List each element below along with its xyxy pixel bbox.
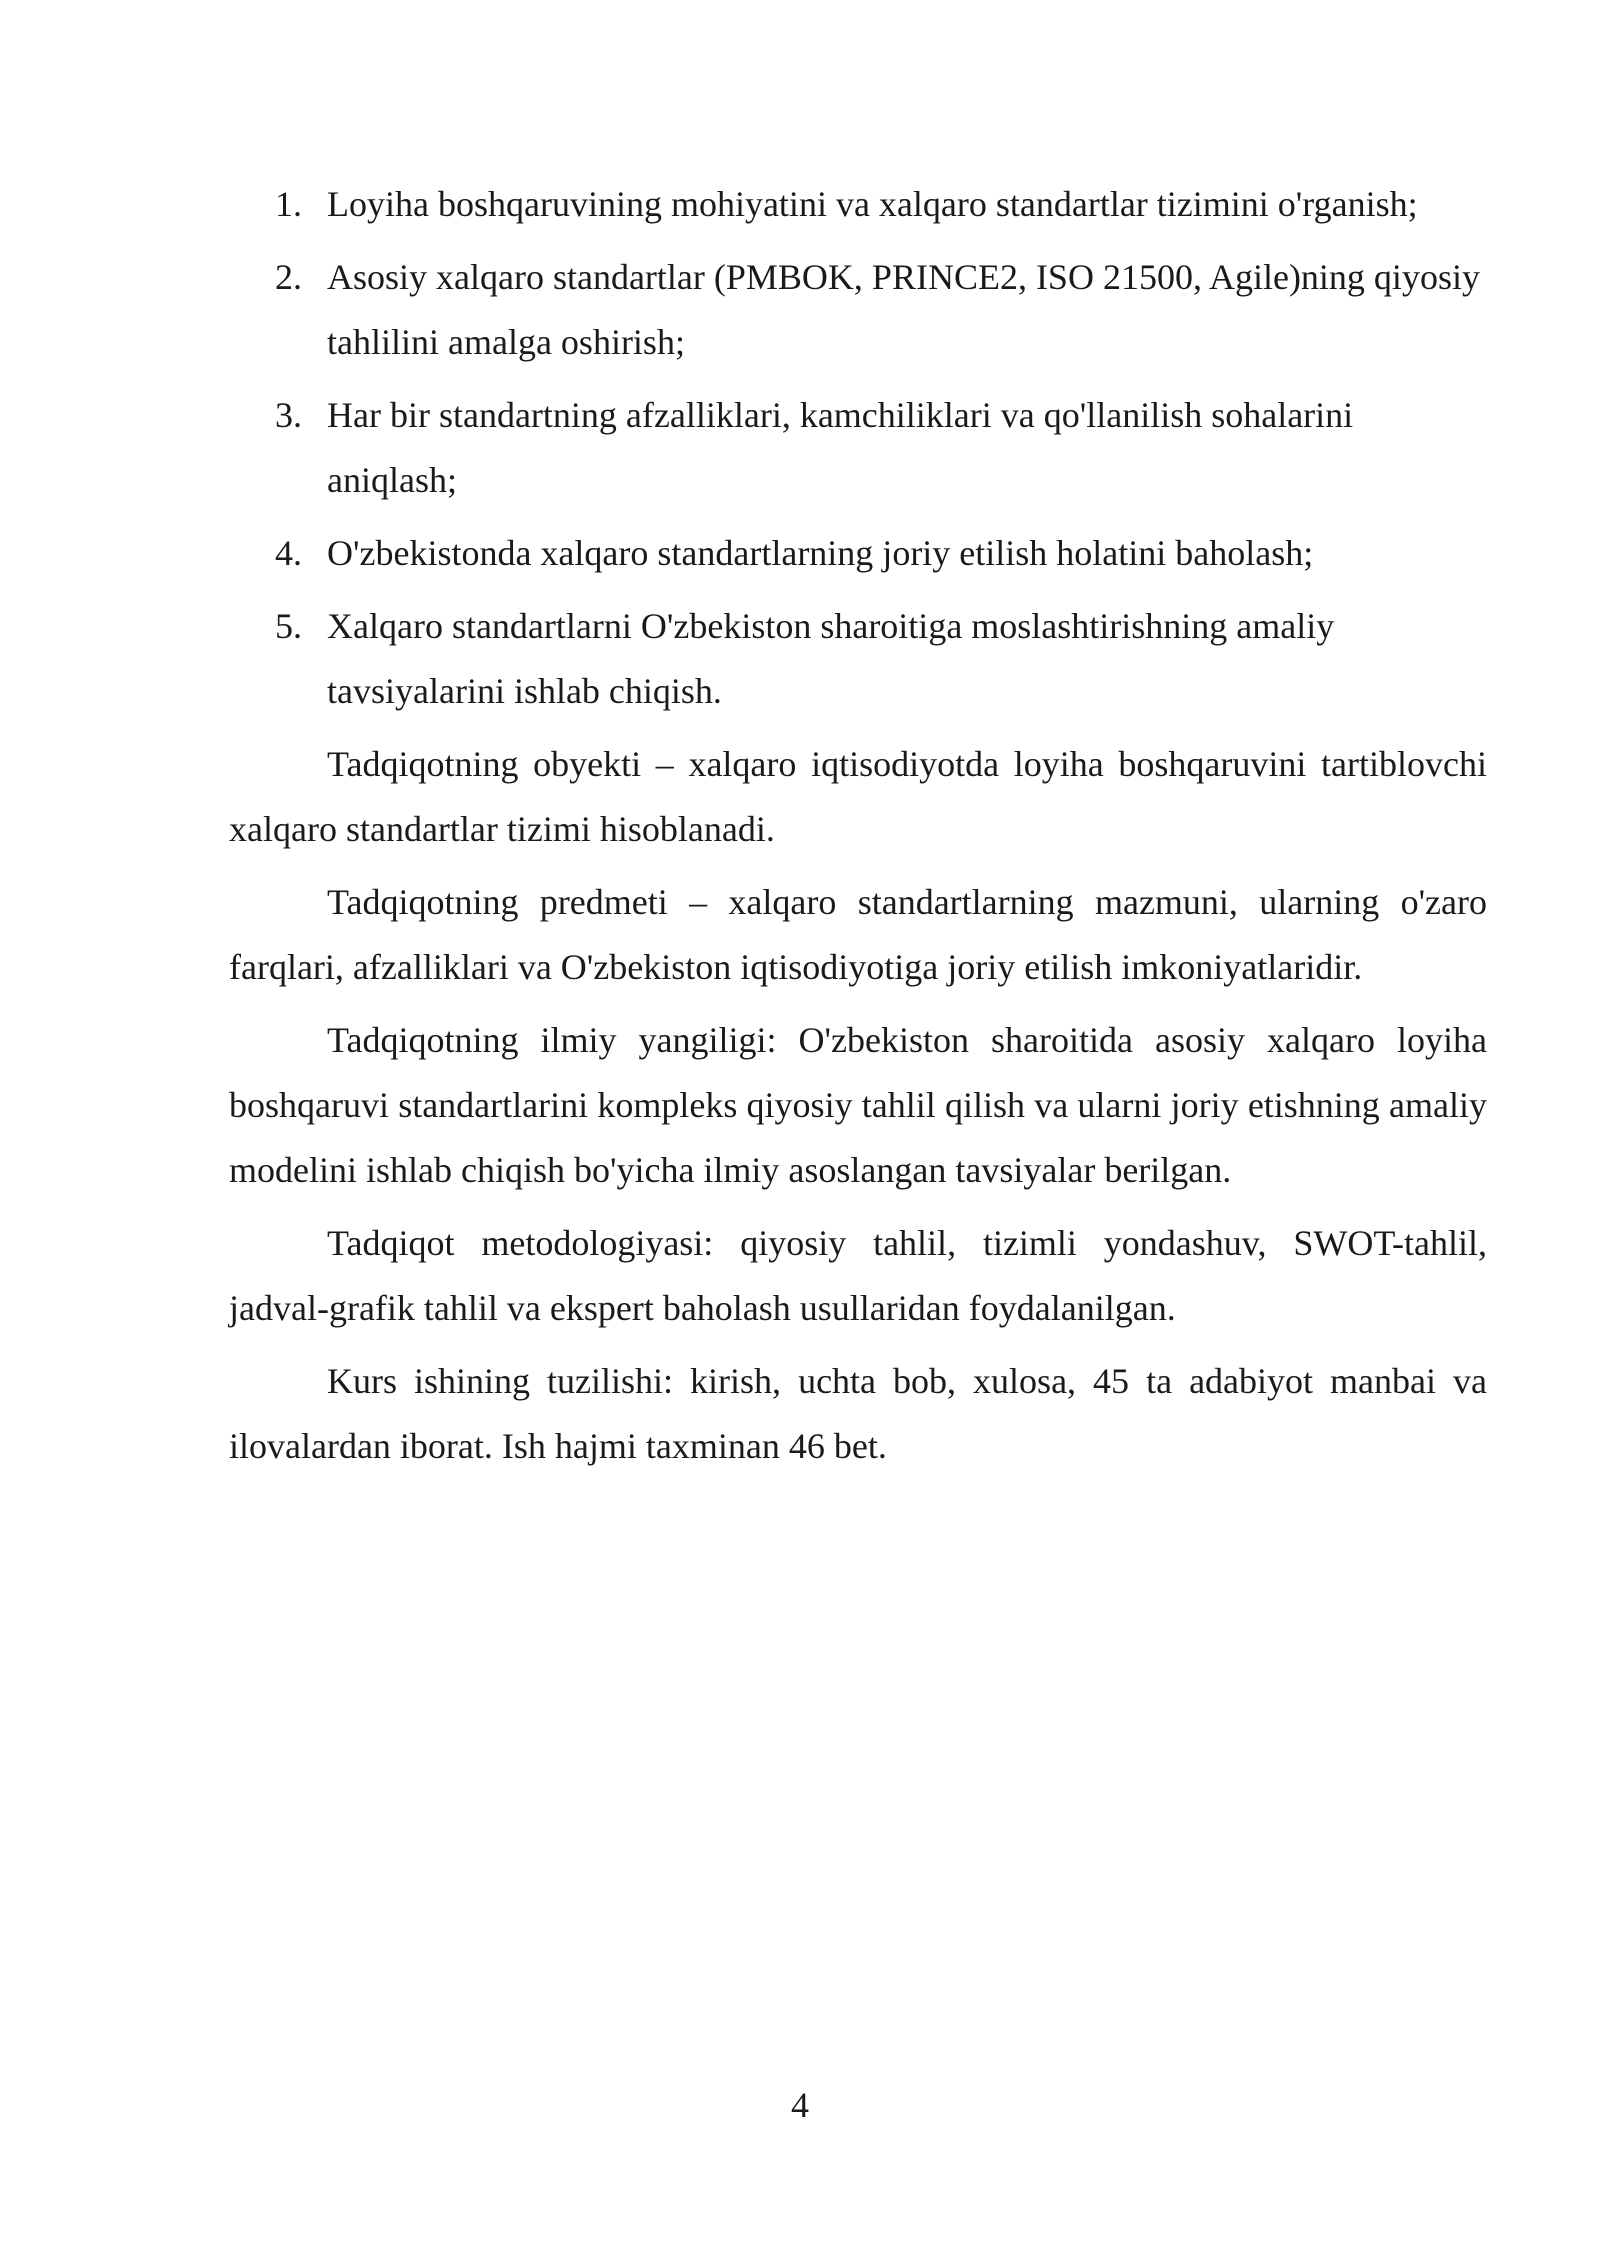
list-item [229,245,1487,375]
list-item-text: Xalqaro standartlarni O'zbekiston sharoitiga moslashtirishning amaliy tavsiyalarini ishlab chiqish. [327,606,1335,711]
list-item-number: 4. [275,533,302,573]
list-item [229,172,1487,237]
scientific-novelty-paragraph: Tadqiqotning ilmiy yangiligi: O'zbekiston sharoitida asosiy xalqaro loyiha boshqaruvi standartlarini kompleks qiyosiy tahlil qilish va ularni joriy etishning amaliy modelini ishlab chiqish bo'yicha ilmiy asoslangan tavsiyalar berilgan. [229,1020,1487,1190]
objectives-list [229,172,1487,724]
list-item-text: O'zbekistonda xalqaro standartlarning joriy etilish holatini baholash; [327,533,1314,573]
list-item [229,594,1487,724]
list-item-number: 2. [275,257,302,297]
list-item [229,521,1487,586]
list-item-text: Har bir standartning afzalliklari, kamchiliklari va qo'llanilish sohalarini aniqlash; [327,395,1354,500]
list-item [229,383,1487,513]
methodology-paragraph: Tadqiqot metodologiyasi: qiyosiy tahlil, tizimli yondashuv, SWOT-tahlil, jadval-grafik tahlil va ekspert baholash usullaridan foydalanilgan. [229,1223,1487,1328]
list-item-number: 1. [275,184,302,224]
work-structure-paragraph: Kurs ishining tuzilishi: kirish, uchta bob, xulosa, 45 ta adabiyot manbai va ilovalardan iborat. Ish hajmi taxminan 46 bet. [229,1361,1487,1466]
research-object-paragraph: Tadqiqotning obyekti – xalqaro iqtisodiyotda loyiha boshqaruvini tartiblovchi xalqaro standartlar tizimi hisoblanadi. [229,744,1487,849]
research-subject-paragraph: Tadqiqotning predmeti – xalqaro standartlarning mazmuni, ularning o'zaro farqlari, afzalliklari va O'zbekiston iqtisodiyotiga joriy etilish imkoniyatlaridir. [229,882,1487,987]
page-content [229,172,1487,1487]
list-item-text: Loyiha boshqaruvining mohiyatini va xalqaro standartlar tizimini o'rganish; [327,184,1418,224]
page-number: 4 [791,2085,809,2125]
list-item-number: 3. [275,395,302,435]
list-item-text: Asosiy xalqaro standartlar (PMBOK, PRINCE2, ISO 21500, Agile)ning qiyosiy tahlilini amalga oshirish; [327,257,1480,362]
list-item-number: 5. [275,606,302,646]
